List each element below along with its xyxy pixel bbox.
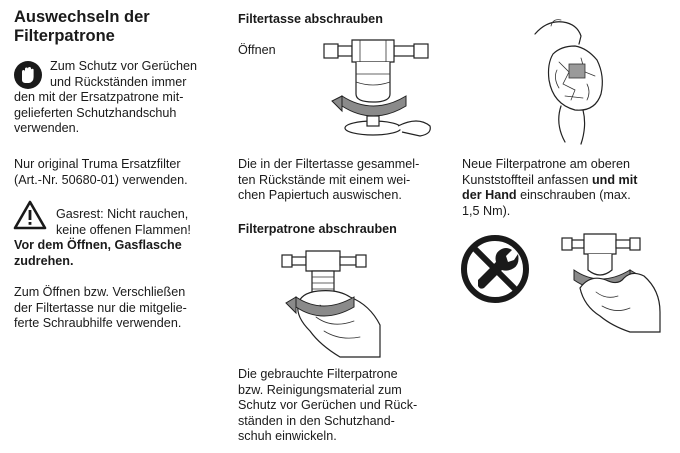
wrapped-cartridge-illustration bbox=[525, 14, 615, 149]
section-cartridge-caption bbox=[238, 367, 458, 445]
glove-note-first bbox=[50, 59, 240, 90]
cartridge-caption-line: schuh einwickeln. bbox=[238, 429, 337, 444]
new-text-normal: Kunststoffteil anfassen bbox=[462, 172, 592, 187]
filter-cup-illustration bbox=[320, 34, 440, 144]
title-line-1: Auswechseln der bbox=[14, 8, 150, 26]
original-filter-note bbox=[14, 157, 229, 188]
warning-triangle-icon bbox=[13, 200, 47, 230]
cup-caption-line: ten Rückstände mit einem wei- bbox=[238, 172, 411, 187]
glove-note-line: und Rückständen immer bbox=[50, 74, 187, 89]
glove-note-rest bbox=[14, 90, 229, 137]
new-text-line bbox=[462, 188, 677, 204]
section-cup-title: Filtertasse abschrauben bbox=[238, 12, 383, 26]
rotate-arrow-icon bbox=[332, 96, 342, 111]
new-text-bold: der Hand bbox=[462, 188, 517, 203]
section-new-text bbox=[462, 157, 677, 219]
tool-note-line: der Filtertasse nur die mitgelie- bbox=[14, 300, 187, 315]
glove-icon bbox=[13, 60, 43, 90]
glove-note-line: gelieferten Schutzhandschuh bbox=[14, 105, 177, 120]
tool-note-line: ferte Schraubhilfe verwenden. bbox=[14, 316, 182, 331]
glove-note-line: den mit der Ersatzpatrone mit- bbox=[14, 90, 184, 104]
original-filter-line: (Art.-Nr. 50680-01) verwenden. bbox=[14, 172, 188, 187]
warning-bold-line: Vor dem Öffnen, Gasflasche bbox=[14, 238, 182, 252]
warning-text bbox=[56, 207, 236, 238]
cartridge-illustration bbox=[280, 245, 390, 360]
cartridge-caption-line: ständen in den Schutzhand- bbox=[238, 413, 395, 428]
warning-bold-line: zudrehen. bbox=[14, 253, 74, 268]
new-text-bold: und mit bbox=[591, 172, 638, 187]
section-cup-caption bbox=[238, 157, 458, 204]
new-text-line: 1,5 Nm). bbox=[462, 203, 511, 218]
glove-note-line: verwenden. bbox=[14, 121, 80, 136]
cartridge-caption-line: bzw. Reinigungsmaterial zum bbox=[238, 382, 402, 397]
no-wrench-icon bbox=[460, 234, 530, 304]
cartridge-caption-line: Die gebrauchte Filterpatrone bbox=[238, 367, 398, 381]
page-title bbox=[14, 8, 224, 45]
new-text-line: Neue Filterpatrone am oberen bbox=[462, 157, 631, 171]
tool-note-line: Zum Öffnen bzw. Verschließen bbox=[14, 285, 186, 299]
rotate-arrow-icon bbox=[286, 297, 296, 313]
cup-caption-line: chen Papiertuch auswischen. bbox=[238, 188, 402, 203]
warning-line: Gasrest: Nicht rauchen, bbox=[56, 207, 189, 221]
original-filter-line: Nur original Truma Ersatzfilter bbox=[14, 157, 181, 171]
warning-bold bbox=[14, 238, 234, 269]
warning-line: keine offenen Flammen! bbox=[56, 222, 191, 237]
new-text-normal: einschrauben (max. bbox=[516, 188, 631, 203]
glove-note-line: Zum Schutz vor Gerüchen bbox=[50, 59, 197, 73]
open-label: Öffnen bbox=[238, 43, 276, 57]
new-text-line bbox=[462, 173, 677, 189]
cartridge-caption-line: Schutz vor Gerüchen und Rück- bbox=[238, 398, 418, 413]
cup-caption-line: Die in der Filtertasse gesammel- bbox=[238, 157, 420, 171]
tool-note bbox=[14, 285, 229, 332]
section-cartridge-title: Filterpatrone abschrauben bbox=[238, 222, 397, 236]
title-line-2: Filterpatrone bbox=[14, 26, 115, 45]
screw-in-illustration bbox=[560, 230, 665, 335]
